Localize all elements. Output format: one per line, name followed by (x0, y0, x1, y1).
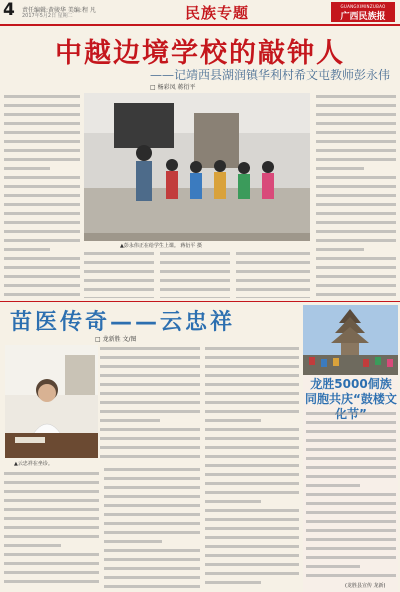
text-line (306, 430, 396, 437)
text-line (316, 140, 396, 147)
text-line (100, 347, 200, 354)
text-line (205, 500, 299, 507)
text-line (4, 571, 99, 578)
text-line (205, 446, 299, 453)
text-line (4, 293, 80, 298)
text-line (236, 288, 310, 295)
text-line (4, 194, 80, 201)
text-line (306, 556, 396, 563)
sidebar-text (306, 410, 396, 580)
text-line (316, 104, 396, 111)
text-line (104, 576, 200, 583)
text-line (316, 212, 396, 219)
text-line (4, 104, 80, 111)
text-line (100, 365, 200, 372)
text-line (316, 95, 396, 102)
text-line (104, 522, 200, 529)
text-line (316, 167, 396, 174)
text-line (160, 279, 230, 286)
masthead-name: 广西民族报 (340, 12, 386, 22)
text-line (4, 140, 80, 147)
text-line (100, 392, 200, 399)
text-line (4, 212, 80, 219)
text-line (316, 257, 396, 264)
article2-headline: 苗医传奇——云忠祥 (10, 310, 236, 335)
text-line (236, 279, 310, 286)
article1-subtitle: ——记靖西县湖润镇华利村希文屯教师彭永伟 (149, 68, 390, 82)
text-line (306, 412, 396, 419)
article1-photo-caption: ▲彭永伟正在给学生上课。 蒋衍平 摄 (120, 243, 203, 249)
text-line (4, 248, 80, 255)
text-line (316, 149, 396, 156)
text-line (205, 410, 299, 417)
text-line (236, 297, 310, 298)
text-line (4, 203, 80, 210)
text-line (4, 562, 99, 569)
text-line (316, 158, 396, 165)
text-line (104, 585, 200, 589)
text-line (205, 365, 299, 372)
text-line (4, 499, 99, 506)
text-line (4, 113, 80, 120)
text-line (205, 473, 299, 480)
text-line (100, 383, 200, 390)
text-line (4, 185, 80, 192)
text-line (306, 538, 396, 545)
text-line (4, 149, 80, 156)
text-line (4, 535, 99, 542)
text-line (316, 176, 396, 183)
text-line (205, 563, 299, 570)
article1-photo (84, 93, 310, 241)
text-line (316, 248, 396, 255)
text-line (205, 509, 299, 516)
text-line (316, 131, 396, 138)
text-line (205, 527, 299, 534)
article2-text-col1 (100, 345, 200, 460)
text-line (4, 158, 80, 165)
text-line (100, 410, 200, 417)
text-line (205, 545, 299, 552)
text-line (160, 288, 230, 295)
text-line (205, 554, 299, 561)
text-line (306, 565, 396, 572)
article1-headline: 中越边境学校的敲钟人 (55, 38, 345, 69)
sidebar-signature: (龙胜县宣传 龙新) (345, 583, 386, 589)
text-line (205, 347, 299, 354)
text-line (4, 517, 99, 524)
text-line (306, 475, 396, 482)
text-line (236, 261, 310, 268)
text-line (100, 437, 200, 444)
text-line (4, 221, 80, 228)
text-line (306, 484, 396, 491)
text-line (160, 252, 230, 259)
article-divider (0, 301, 400, 302)
text-line (205, 491, 299, 498)
section-title: 民族专题 (185, 4, 250, 22)
text-line (205, 392, 299, 399)
text-line (160, 270, 230, 277)
text-line (316, 230, 396, 237)
text-line (205, 374, 299, 381)
text-line (306, 493, 396, 500)
text-line (205, 536, 299, 543)
text-line (4, 490, 99, 497)
text-line (4, 239, 80, 246)
text-line (306, 421, 396, 428)
text-line (316, 122, 396, 129)
text-line (306, 439, 396, 446)
text-line (104, 477, 200, 484)
text-line (205, 581, 299, 588)
text-line (104, 468, 200, 475)
newspaper-masthead (331, 2, 395, 22)
text-line (205, 428, 299, 435)
text-line (100, 356, 200, 363)
text-line (205, 437, 299, 444)
text-line (100, 401, 200, 408)
text-line (306, 502, 396, 509)
text-line (306, 520, 396, 527)
text-line (4, 284, 80, 291)
drum-tower-photo-icon (303, 305, 398, 375)
text-line (100, 428, 200, 435)
classroom-photo-icon (84, 93, 310, 241)
text-line (4, 472, 99, 479)
text-line (316, 239, 396, 246)
sidebar-headline: 龙胜5000侗族同胞共庆“鼓楼文 (305, 377, 397, 406)
text-line (4, 167, 80, 174)
text-line (100, 455, 200, 460)
text-line (100, 446, 200, 453)
text-line (236, 252, 310, 259)
text-line (104, 504, 200, 511)
text-line (316, 203, 396, 210)
header-rule (0, 24, 400, 26)
text-line (316, 113, 396, 120)
text-line (4, 257, 80, 264)
text-line (316, 275, 396, 282)
text-line (100, 374, 200, 381)
editor-info: 责任编辑:黄骏华 美编:程 凡 (22, 7, 96, 14)
article1-byline: □ 杨彩凤 蒋衍平 (150, 84, 196, 91)
text-line (316, 293, 396, 298)
text-line (4, 508, 99, 515)
article2-byline: □ 龙新胜 文/图 (95, 336, 137, 343)
text-line (104, 567, 200, 574)
text-line (84, 270, 154, 277)
article1-text-col4 (160, 250, 230, 298)
text-line (4, 481, 99, 488)
text-line (4, 275, 80, 282)
text-line (84, 261, 154, 268)
text-line (4, 580, 99, 587)
masthead-pinyin: GUANGXIMINZUBAO (340, 4, 386, 9)
text-line (306, 529, 396, 536)
text-line (4, 526, 99, 533)
text-line (104, 531, 200, 538)
article1-text-col3 (84, 250, 154, 298)
text-line (306, 574, 396, 580)
text-line (316, 194, 396, 201)
text-line (4, 176, 80, 183)
article2-text-col3 (4, 470, 99, 589)
article2-text-col4 (104, 466, 200, 589)
doctor-portrait-icon (5, 345, 98, 458)
text-line (4, 553, 99, 560)
text-line (4, 544, 99, 551)
article1-text-col1 (4, 93, 80, 298)
text-line (100, 419, 200, 426)
article1-text-col5 (236, 250, 310, 298)
text-line (104, 486, 200, 493)
text-line (316, 266, 396, 273)
text-line (4, 122, 80, 129)
text-line (4, 266, 80, 273)
page-number: 4 (3, 0, 15, 20)
text-line (205, 455, 299, 462)
issue-date: 2017年5月2日 星期二 (22, 13, 73, 19)
text-line (205, 464, 299, 471)
article2-text-col2 (205, 345, 299, 589)
text-line (306, 457, 396, 464)
text-line (306, 448, 396, 455)
text-line (316, 221, 396, 228)
text-line (160, 297, 230, 298)
text-line (4, 95, 80, 102)
sidebar-photo (303, 305, 398, 375)
text-line (104, 513, 200, 520)
text-line (316, 185, 396, 192)
article2-photo-caption: ▲云忠祥在坐诊。 (14, 461, 53, 467)
text-line (316, 284, 396, 291)
text-line (104, 549, 200, 556)
text-line (205, 401, 299, 408)
text-line (205, 518, 299, 525)
text-line (205, 482, 299, 489)
text-line (205, 383, 299, 390)
text-line (104, 495, 200, 502)
text-line (84, 252, 154, 259)
text-line (160, 261, 230, 268)
text-line (84, 288, 154, 295)
text-line (84, 279, 154, 286)
text-line (4, 230, 80, 237)
text-line (205, 356, 299, 363)
article2-photo (5, 345, 98, 458)
text-line (306, 466, 396, 473)
text-line (84, 297, 154, 298)
text-line (4, 131, 80, 138)
text-line (104, 540, 200, 547)
text-line (306, 511, 396, 518)
text-line (205, 419, 299, 426)
text-line (104, 558, 200, 565)
page-header (0, 0, 400, 24)
text-line (205, 572, 299, 579)
text-line (236, 270, 310, 277)
text-line (306, 547, 396, 554)
article1-text-col2 (316, 93, 396, 298)
